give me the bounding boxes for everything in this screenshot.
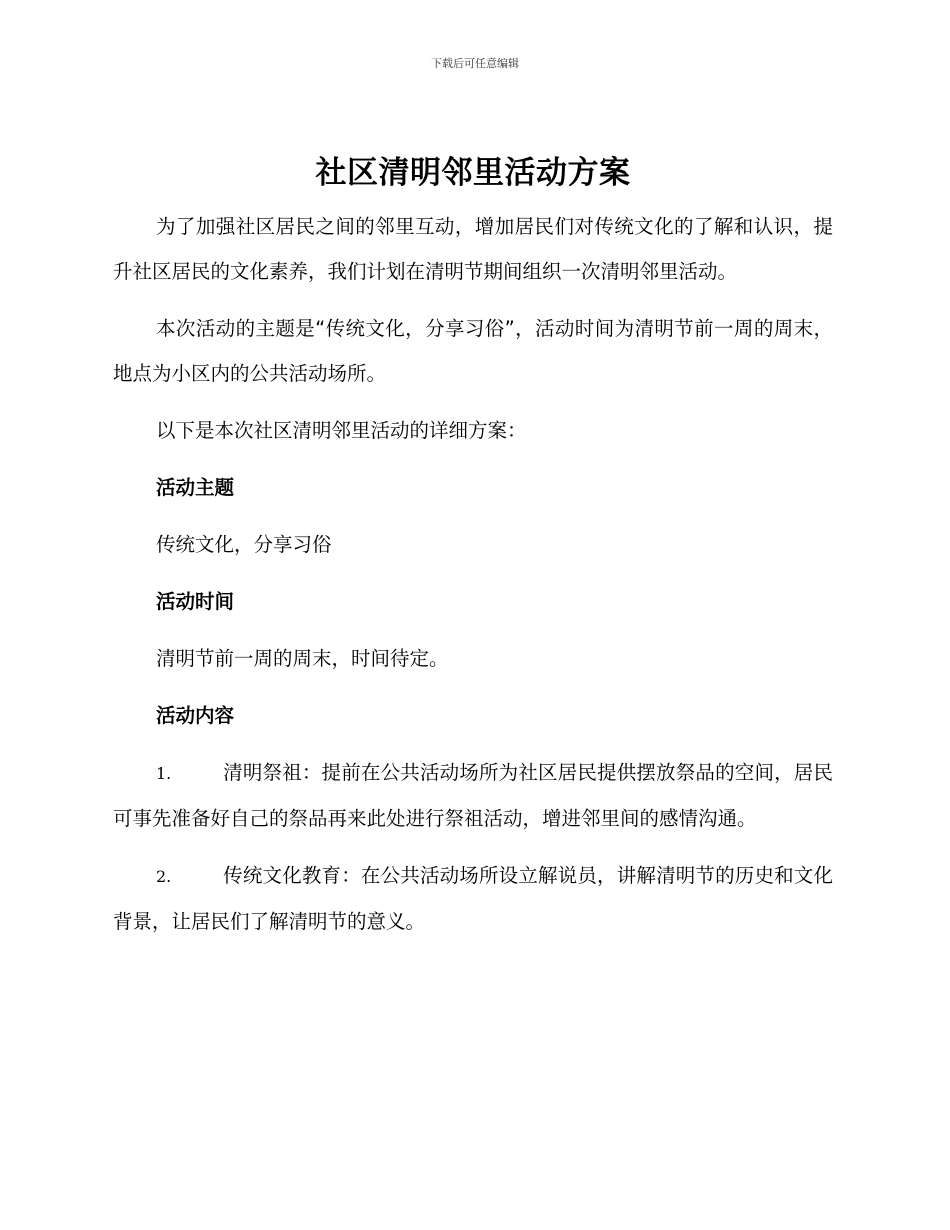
- list-item-number: 2.: [156, 867, 172, 886]
- section-text-theme: 传统文化，分享习俗: [156, 533, 332, 556]
- intro-paragraph-3: 以下是本次社区清明邻里活动的详细方案：: [156, 419, 527, 442]
- document-body: [113, 150, 833, 956]
- list-item: [113, 750, 833, 841]
- section-heading-content: 活动内容: [156, 704, 235, 727]
- list-item: [113, 853, 833, 944]
- list-item-text: 传统文化教育：在公共活动场所设立解说员，讲解清明节的历史和文化背景，让居民们了解清明节的意义。: [113, 864, 833, 933]
- list-item-number: 1.: [156, 764, 172, 783]
- document-title: 社区清明邻里活动方案: [315, 155, 631, 191]
- intro-paragraph-1: 为了加强社区居民之间的邻里互动，增加居民们对传统文化的了解和认识，提升社区居民的文化素养，我们计划在清明节期间组织一次清明邻里活动。: [113, 215, 833, 283]
- intro-paragraph-2: 本次活动的主题是“传统文化，分享习俗”，活动时间为清明节前一周的周末，地点为小区内的公共活动场所。: [113, 317, 833, 385]
- header-note: 下载后可任意编辑: [431, 57, 519, 70]
- section-heading-time: 活动时间: [156, 590, 235, 613]
- section-text-time: 清明节前一周的周末，时间待定。: [156, 647, 449, 670]
- section-heading-theme: 活动主题: [156, 476, 235, 499]
- list-item-text: 清明祭祖：提前在公共活动场所为社区居民提供摆放祭品的空间，居民可事先准备好自己的祭品再来此处进行祭祖活动，增进邻里间的感情沟通。: [113, 761, 833, 830]
